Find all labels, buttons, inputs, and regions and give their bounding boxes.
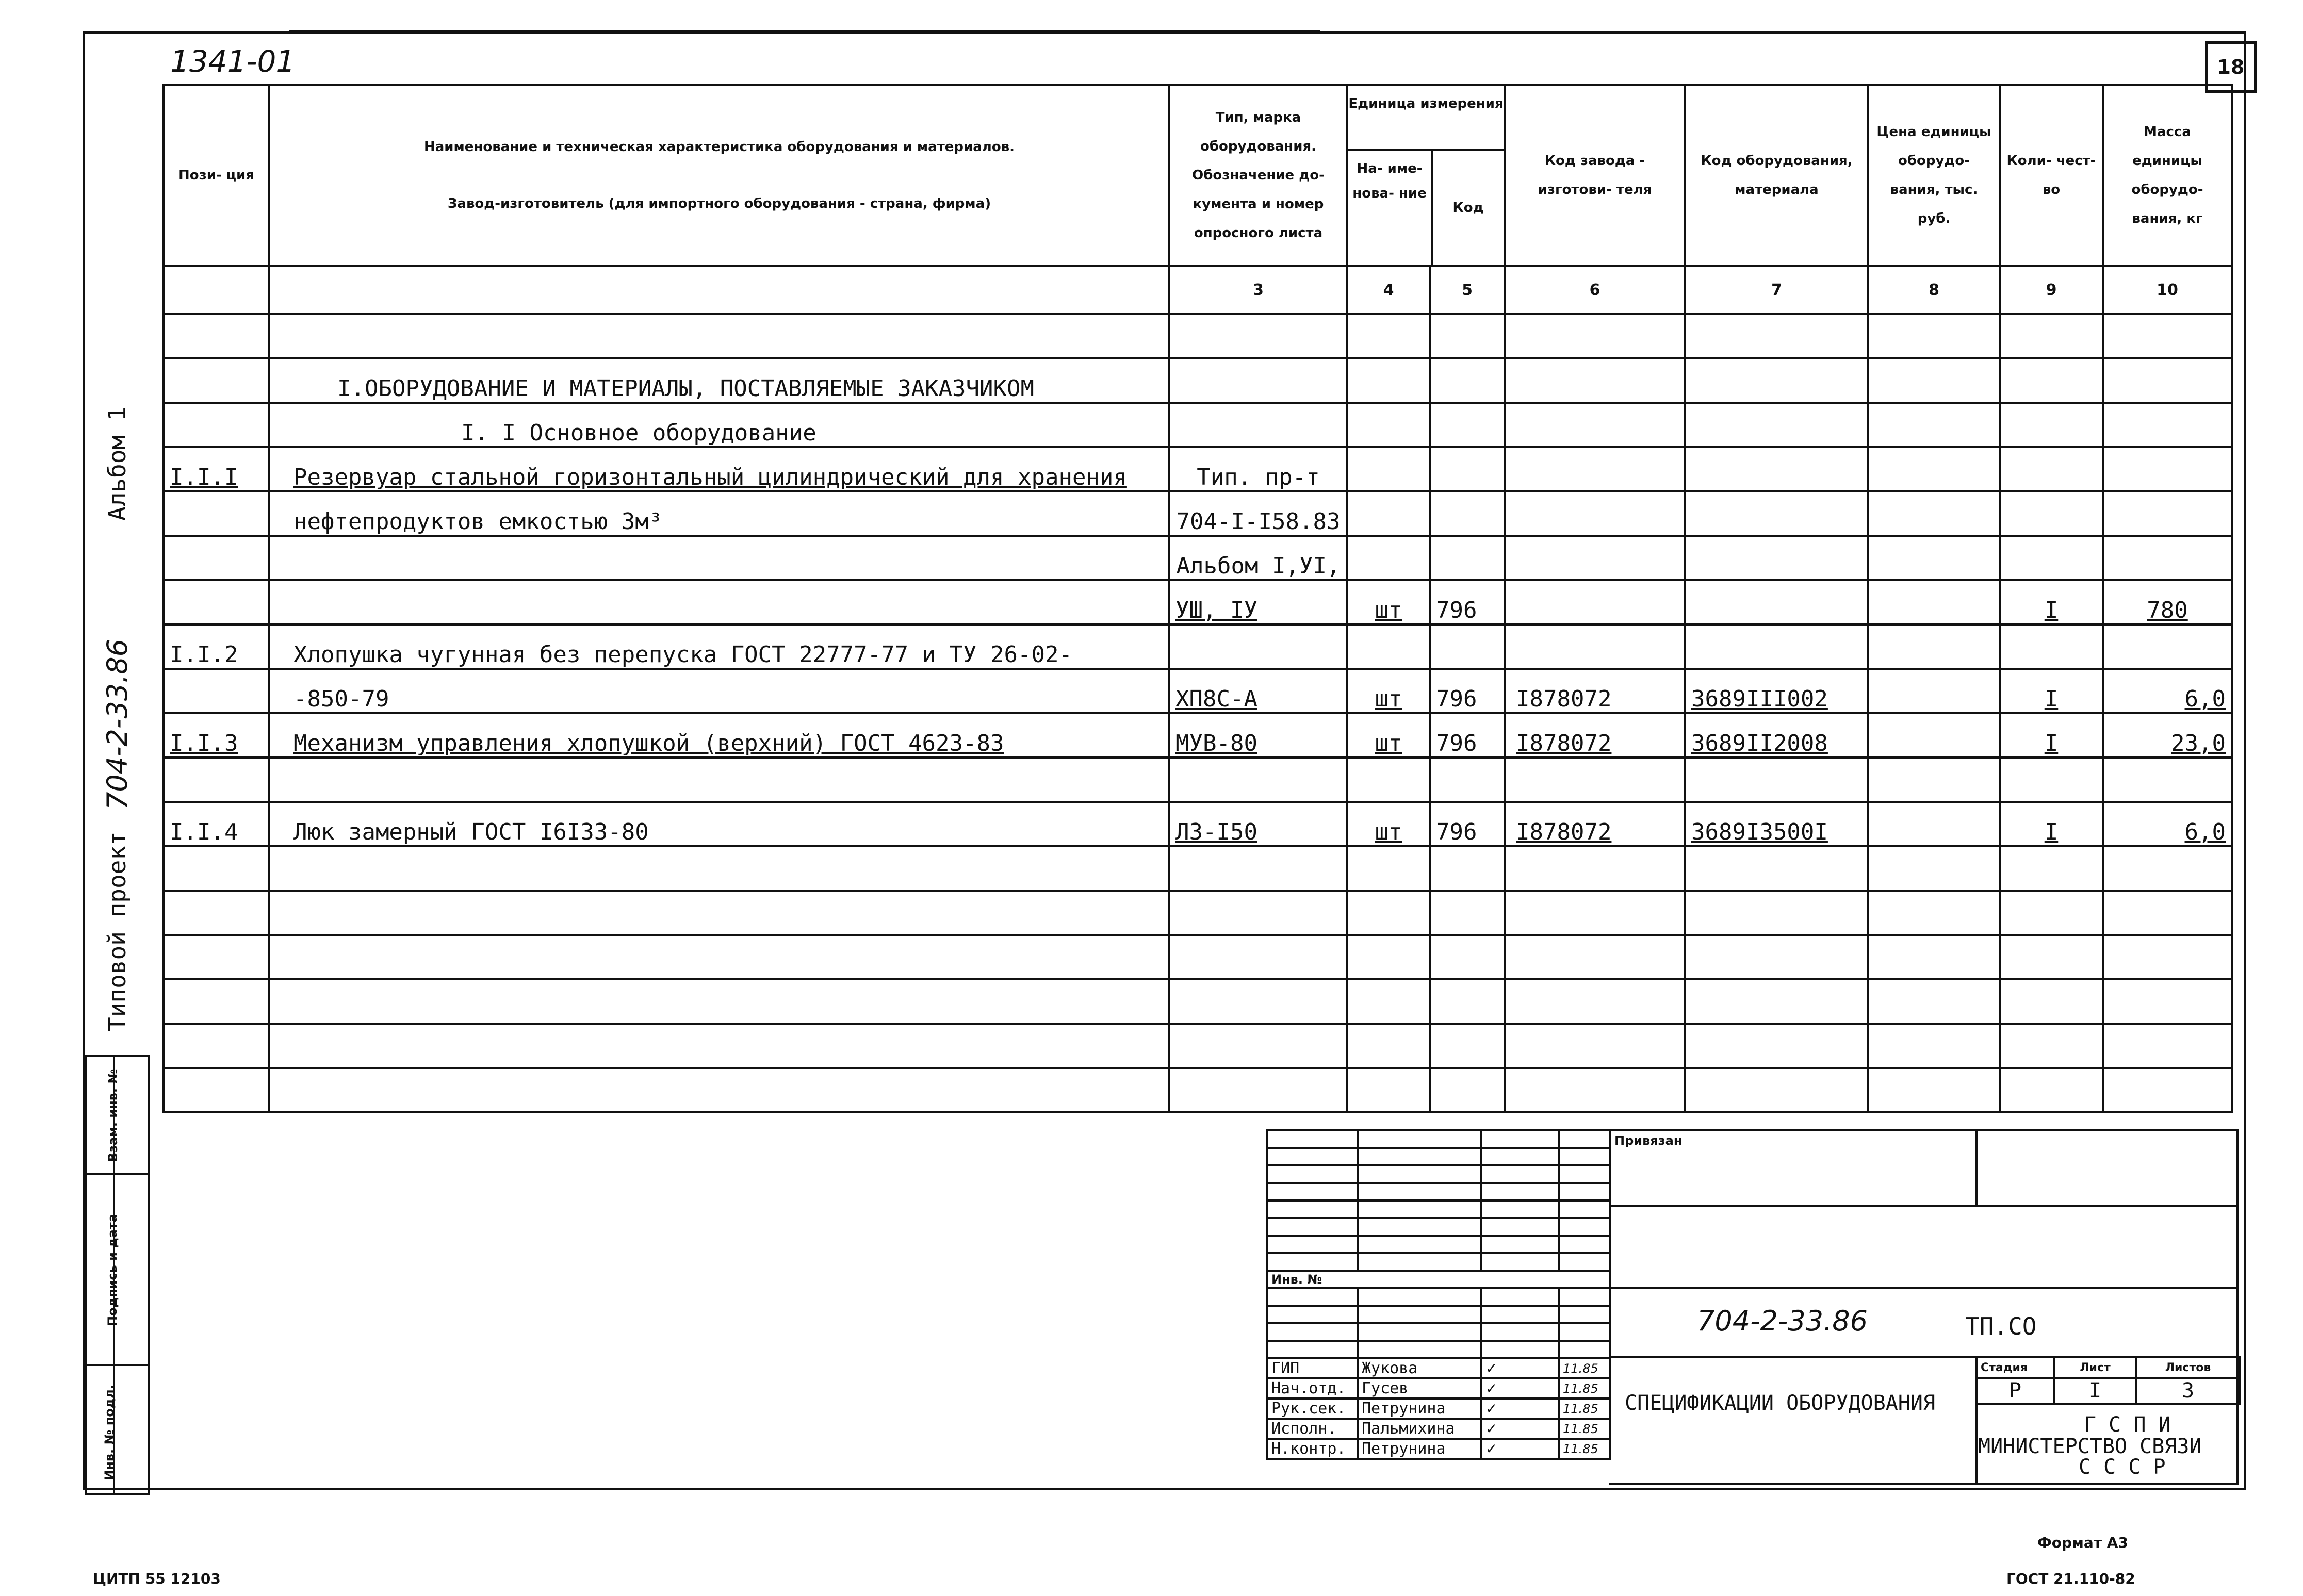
section-title-row <box>164 358 2232 403</box>
header-unit: Единица измерения <box>1348 86 1504 151</box>
row-mass: 23,0 <box>2103 713 2232 758</box>
header-equip-code: Код оборудования, материала <box>1685 85 1868 266</box>
row-type: Тип. пр-т <box>1169 447 1347 491</box>
signer-role: Н.контр. <box>1267 1439 1358 1459</box>
side-project-label: Типовой проект <box>103 831 131 1031</box>
row-position: I.I.3 <box>164 713 269 758</box>
row-unit <box>1347 491 1430 536</box>
row-plant: I878072 <box>1505 669 1685 713</box>
column-number-row <box>164 266 2232 314</box>
row-name: Люк замерный ГОСТ I6I33-80 <box>269 802 1169 846</box>
row-price <box>1868 802 2000 846</box>
inv-no-label: Инв. № <box>1271 1272 1322 1287</box>
row-code <box>1430 624 1505 669</box>
row-type: ЛЗ-I50 <box>1169 802 1347 846</box>
row-position: I.I.I <box>164 447 269 491</box>
col-number: 8 <box>1868 266 2000 314</box>
blank-row <box>164 935 2232 979</box>
row-unit: шт <box>1347 669 1430 713</box>
header-mass: Масса единицы оборудо- вания, кг <box>2103 85 2232 266</box>
header-name: Наименование и техническая характеристика оборудования и материалов. Завод-изготовитель (для импортного оборудования - страна, фирма) <box>269 85 1169 266</box>
row-qty: I <box>2000 713 2103 758</box>
col-number: 5 <box>1430 266 1505 314</box>
signer-role: ГИП <box>1267 1358 1358 1378</box>
header-position: Пози- ция <box>164 85 269 266</box>
col-number: 4 <box>1347 266 1430 314</box>
row-name: нефтепродуктов емкостью 3м³ <box>269 491 1169 536</box>
privyazan-divider <box>1975 1129 1978 1207</box>
row-price <box>1868 758 2000 802</box>
row-code: 796 <box>1430 713 1505 758</box>
row-unit <box>1347 624 1430 669</box>
sheet-value: I <box>2054 1378 2136 1404</box>
row-code <box>1430 491 1505 536</box>
row-mass <box>2103 536 2232 580</box>
row-plant <box>1505 536 1685 580</box>
blank-row <box>164 979 2232 1024</box>
blank-row <box>164 1024 2232 1068</box>
row-name <box>269 580 1169 624</box>
table-row <box>164 580 2232 624</box>
row-unit: шт <box>1347 713 1430 758</box>
signer-date: 11.85 <box>1559 1439 1610 1459</box>
blank-row <box>164 846 2232 891</box>
row-position: I.I.4 <box>164 802 269 846</box>
row-name: Механизм управления хлопушкой (верхний) ГОСТ 4623-83 <box>269 713 1169 758</box>
doc-code: 704-2-33.86 <box>1697 1305 1868 1337</box>
inv-vzam-label: Взам. инв. № <box>106 1068 121 1162</box>
row-qty <box>2000 536 2103 580</box>
row-price <box>1868 669 2000 713</box>
header-plant-code: Код завода - изготови- теля <box>1505 85 1685 266</box>
row-equip <box>1685 536 1868 580</box>
row-position: I.I.2 <box>164 624 269 669</box>
row-mass <box>2103 624 2232 669</box>
col-number: 7 <box>1685 266 1868 314</box>
row-type: МУВ-80 <box>1169 713 1347 758</box>
row-equip <box>1685 491 1868 536</box>
row-plant: I878072 <box>1505 802 1685 846</box>
stage-label: Стадия <box>1977 1357 2054 1378</box>
blank-row <box>164 891 2232 935</box>
signer-signature: ✓ <box>1481 1439 1559 1459</box>
signer-signature: ✓ <box>1481 1398 1559 1419</box>
row-mass: 6,0 <box>2103 802 2232 846</box>
row-equip: 3689II2008 <box>1685 713 1868 758</box>
row-plant <box>1505 758 1685 802</box>
signer-signature: ✓ <box>1481 1378 1559 1398</box>
signer-role: Нач.отд. <box>1267 1378 1358 1398</box>
stage-table <box>1975 1356 2241 1405</box>
row-plant <box>1505 624 1685 669</box>
row-code <box>1430 447 1505 491</box>
row-qty: I <box>2000 669 2103 713</box>
org-line-1: Г С П И <box>2084 1413 2171 1437</box>
row-position <box>164 580 269 624</box>
signer-name: Жукова <box>1358 1358 1481 1378</box>
row-type <box>1169 758 1347 802</box>
header-row <box>164 85 2232 266</box>
signer-row <box>1267 1358 1610 1378</box>
header-price: Цена единицы оборудо- вания, тыс. руб. <box>1868 85 2000 266</box>
blank-row <box>164 314 2232 358</box>
header-unit-code: Код <box>1452 200 1484 216</box>
row-unit <box>1347 447 1430 491</box>
row-mass: 6,0 <box>2103 669 2232 713</box>
table-row <box>164 491 2232 536</box>
row-position <box>164 758 269 802</box>
header-quantity: Коли- чест- во <box>2000 85 2103 266</box>
signer-date: 11.85 <box>1559 1419 1610 1439</box>
row-position <box>164 491 269 536</box>
row-plant <box>1505 491 1685 536</box>
row-code: 796 <box>1430 802 1505 846</box>
col-number <box>269 266 1169 314</box>
signer-signature: ✓ <box>1481 1358 1559 1378</box>
privyazan-label: Привязан <box>1614 1133 1683 1148</box>
signer-row <box>1267 1378 1610 1398</box>
row-code <box>1430 758 1505 802</box>
row-position <box>164 669 269 713</box>
stage-value: Р <box>1977 1378 2054 1404</box>
signer-signature: ✓ <box>1481 1419 1559 1439</box>
footer-gost: ГОСТ 21.110-82 <box>2006 1570 2135 1587</box>
row-price <box>1868 447 2000 491</box>
row-code: 796 <box>1430 580 1505 624</box>
signer-role: Исполн. <box>1267 1419 1358 1439</box>
row-equip: 3689III002 <box>1685 669 1868 713</box>
corner-code: 1341-01 <box>170 44 296 79</box>
table-row <box>164 447 2232 491</box>
table-row <box>164 758 2232 802</box>
blank-row <box>164 1068 2232 1112</box>
top-border-line <box>289 30 1320 33</box>
row-plant <box>1505 447 1685 491</box>
footer-format: Формат А3 <box>2037 1534 2128 1551</box>
row-equip <box>1685 624 1868 669</box>
row-equip <box>1685 758 1868 802</box>
row-type: 704-I-I58.83 <box>1169 491 1347 536</box>
signer-row <box>1267 1439 1610 1459</box>
row-code <box>1430 536 1505 580</box>
row-type <box>1169 624 1347 669</box>
row-name: Хлопушка чугунная без перепуска ГОСТ 22777-77 и ТУ 26-02- <box>269 624 1169 669</box>
row-type: Альбом I,УI, <box>1169 536 1347 580</box>
inv-podl-label: Инв. № подл. <box>102 1385 117 1480</box>
signer-name: Пальмихина <box>1358 1419 1481 1439</box>
title-hline-2 <box>1609 1287 2239 1289</box>
row-mass <box>2103 758 2232 802</box>
signer-role: Рук.сек. <box>1267 1398 1358 1419</box>
side-project-code: 704-2-33.86 <box>101 639 134 810</box>
side-album-label: Альбом 1 <box>103 406 131 521</box>
table-row <box>164 624 2232 669</box>
row-mass: 780 <box>2103 580 2232 624</box>
row-price <box>1868 491 2000 536</box>
header-type: Тип, марка оборудования. Обозначение до- кумента и номер опросного листа <box>1169 85 1347 266</box>
subsection-title-row <box>164 403 2232 447</box>
row-qty: I <box>2000 802 2103 846</box>
row-price <box>1868 580 2000 624</box>
row-name <box>269 536 1169 580</box>
row-price <box>1868 713 2000 758</box>
signer-name: Петрунина <box>1358 1439 1481 1459</box>
signer-date: 11.85 <box>1559 1398 1610 1419</box>
col-number: 10 <box>2103 266 2232 314</box>
row-price <box>1868 624 2000 669</box>
sheets-label: Листов <box>2136 1357 2240 1378</box>
doc-suffix: ТП.СО <box>1965 1312 2037 1340</box>
row-code: 796 <box>1430 669 1505 713</box>
doc-title: СПЕЦИФИКАЦИИ ОБОРУДОВАНИЯ <box>1625 1391 1936 1415</box>
page-number: 18 <box>2217 56 2245 78</box>
row-plant <box>1505 580 1685 624</box>
section-title: I.ОБОРУДОВАНИЕ И МАТЕРИАЛЫ, ПОСТАВЛЯЕМЫЕ ЗАКАЗЧИКОМ <box>337 375 1035 402</box>
row-name <box>269 758 1169 802</box>
org-line-3: С С С Р <box>2079 1455 2166 1479</box>
col-number: 3 <box>1169 266 1347 314</box>
subsection-title: I. I Основное оборудование <box>461 420 816 446</box>
row-qty <box>2000 758 2103 802</box>
row-unit <box>1347 758 1430 802</box>
signer-name: Петрунина <box>1358 1398 1481 1419</box>
specification-table <box>162 84 2233 1113</box>
row-unit: шт <box>1347 802 1430 846</box>
table-row <box>164 536 2232 580</box>
row-unit: шт <box>1347 580 1430 624</box>
signer-name: Гусев <box>1358 1378 1481 1398</box>
row-position <box>164 536 269 580</box>
col-number: 9 <box>2000 266 2103 314</box>
signer-row <box>1267 1419 1610 1439</box>
table-row <box>164 713 2232 758</box>
row-qty <box>2000 624 2103 669</box>
signer-date: 11.85 <box>1559 1378 1610 1398</box>
header-unit-name: На- име- нова- ние <box>1348 151 1433 265</box>
org-line-2: МИНИСТЕРСТВО СВЯЗИ <box>1978 1435 2202 1458</box>
col-number: 6 <box>1505 266 1685 314</box>
row-equip: 3689I3500I <box>1685 802 1868 846</box>
sign-date-label: Подпись и дата <box>105 1214 120 1326</box>
row-qty: I <box>2000 580 2103 624</box>
row-type: УШ, IУ <box>1169 580 1347 624</box>
signer-date: 11.85 <box>1559 1358 1610 1378</box>
signature-grid <box>1266 1129 1611 1460</box>
row-unit <box>1347 536 1430 580</box>
header-unit-group <box>1347 85 1505 266</box>
row-plant: I878072 <box>1505 713 1685 758</box>
row-type: ХП8С-А <box>1169 669 1347 713</box>
col-number <box>164 266 269 314</box>
left-stamp-table <box>85 1055 150 1495</box>
row-qty <box>2000 447 2103 491</box>
row-mass <box>2103 447 2232 491</box>
table-row <box>164 802 2232 846</box>
row-name: -850-79 <box>269 669 1169 713</box>
footer-left: ЦИТП 55 12103 <box>93 1570 221 1587</box>
row-name: Резервуар стальной горизонтальный цилиндрический для хранения <box>269 447 1169 491</box>
table-row <box>164 669 2232 713</box>
title-hline-1 <box>1609 1205 2239 1207</box>
row-price <box>1868 536 2000 580</box>
row-mass <box>2103 491 2232 536</box>
row-qty <box>2000 491 2103 536</box>
row-equip <box>1685 580 1868 624</box>
row-equip <box>1685 447 1868 491</box>
sheet-label: Лист <box>2054 1357 2136 1378</box>
signer-row <box>1267 1398 1610 1419</box>
sheets-value: 3 <box>2136 1378 2240 1404</box>
